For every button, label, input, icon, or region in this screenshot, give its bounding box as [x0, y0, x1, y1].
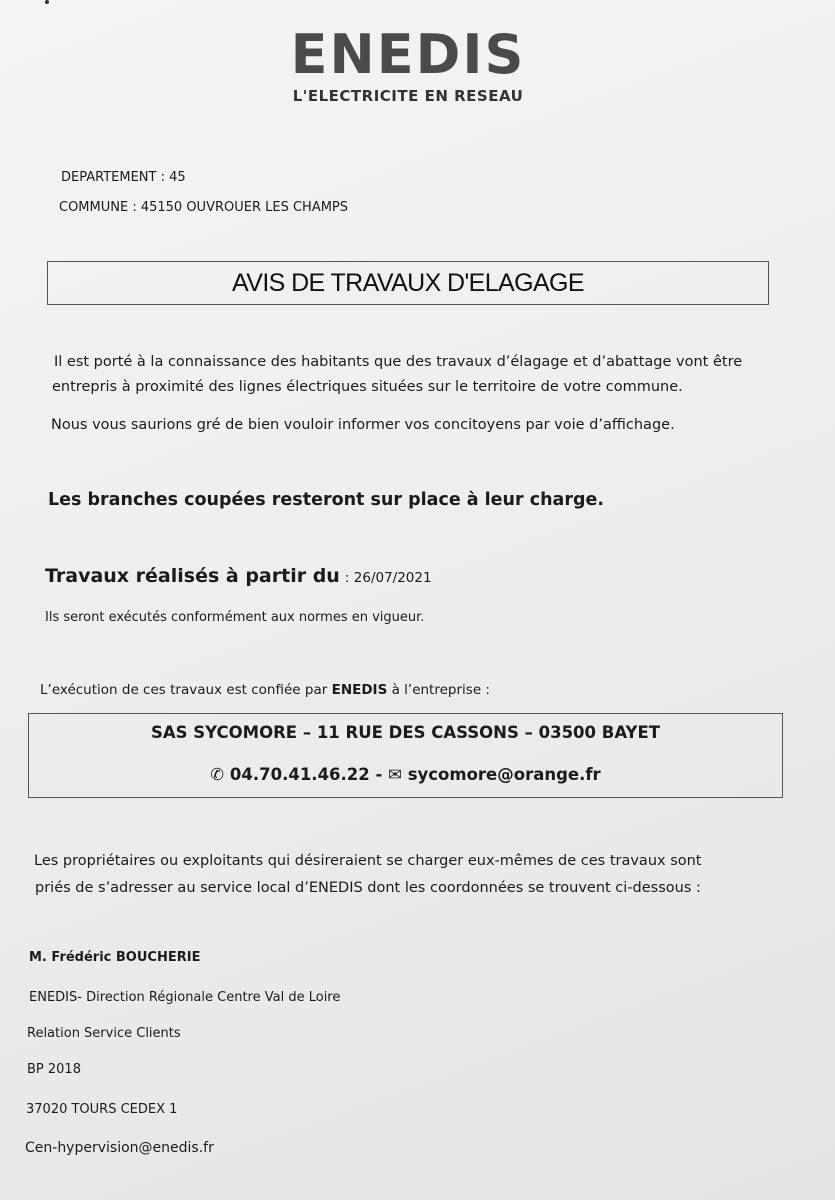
execution-prefix: L’exécution de ces travaux est confiée par [40, 682, 328, 698]
execution-suffix: à l’entreprise : [391, 682, 490, 698]
contact-direction: ENEDIS- Direction Régionale Centre Val de Loire [29, 990, 341, 1005]
departement-line: DEPARTEMENT : 45 [61, 170, 186, 185]
works-label: Travaux réalisés à partir du [45, 565, 340, 587]
contractor-contact [29, 765, 782, 784]
page-title: AVIS DE TRAVAUX D'ELAGAGE [232, 268, 584, 297]
logo-tagline: L'ELECTRICITE EN RESEAU [292, 87, 524, 105]
title-box [47, 261, 769, 305]
owners-line-2: priés de s’adresser au service local d’ENEDIS dont les coordonnées se trouvent ci-dessous : [35, 880, 701, 896]
contact-service: Relation Service Clients [27, 1026, 181, 1041]
execution-brand: ENEDIS [331, 682, 388, 698]
enedis-logo [277, 20, 539, 115]
intro-line-1: Il est porté à la connaissance des habitants que des travaux d’élagage et d’abattage vont être [54, 354, 743, 370]
works-date: : 26/07/2021 [344, 570, 432, 586]
commune-line: COMMUNE : 45150 OUVROUER LES CHAMPS [59, 200, 349, 215]
phone-icon: ✆ [210, 765, 225, 784]
contractor-email: sycomore@orange.fr [407, 765, 601, 784]
contact-city: 37020 TOURS CEDEX 1 [26, 1102, 178, 1117]
contractor-box [28, 713, 783, 798]
contact-email: Cen-hypervision@enedis.fr [25, 1140, 214, 1156]
intro-line-2: entrepris à proximité des lignes électriques situées sur le territoire de votre commune. [52, 379, 683, 395]
paper-mark [45, 0, 49, 4]
mail-icon: ✉ [388, 765, 402, 784]
contractor-phone: 04.70.41.46.22 - [229, 765, 383, 784]
contact-bp: BP 2018 [27, 1062, 81, 1077]
execution-line [40, 682, 490, 698]
owners-line-1: Les propriétaires ou exploitants qui désireraient se charger eux-mêmes de ces travaux sont [34, 853, 702, 869]
branches-notice: Les branches coupées resteront sur place à leur charge. [48, 490, 605, 510]
works-start [45, 565, 432, 587]
contact-name: M. Frédéric BOUCHERIE [29, 950, 201, 965]
logo-wordmark: ENEDIS [290, 23, 526, 86]
intro-line-3: Nous vous saurions gré de bien vouloir informer vos concitoyens par voie d’affichage. [51, 417, 675, 433]
works-norms: Ils seront exécutés conformément aux normes en vigueur. [45, 610, 425, 625]
contractor-address: SAS SYCOMORE – 11 RUE DES CASSONS – 03500 BAYET [151, 723, 660, 742]
